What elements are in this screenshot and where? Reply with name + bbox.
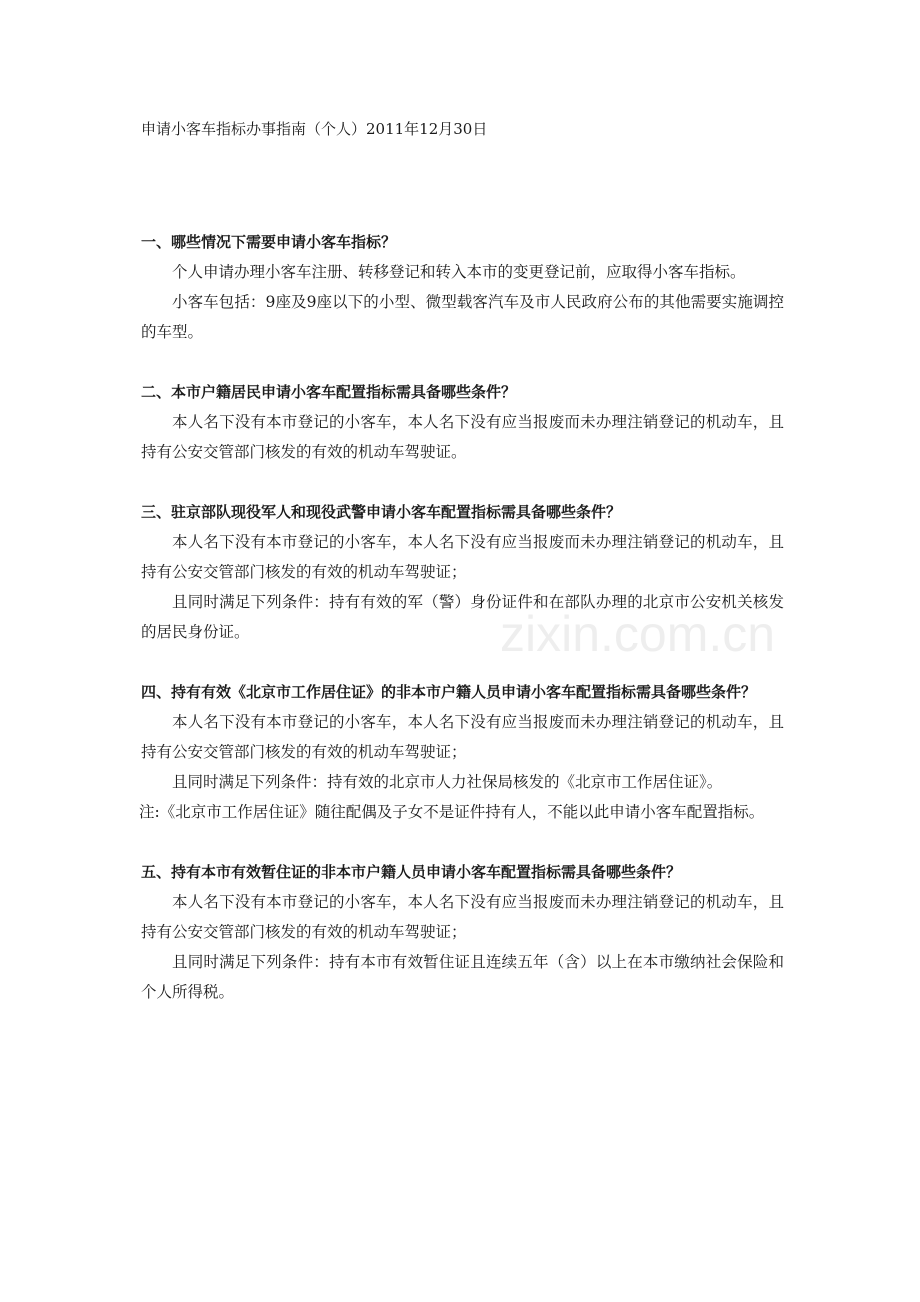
document-body bbox=[141, 227, 784, 1007]
section-heading: 三、驻京部队现役军人和现役武警申请小客车配置指标需具备哪些条件？ bbox=[141, 503, 622, 521]
body-paragraph: 本人名下没有本市登记的小客车，本人名下没有应当报废而未办理注销登记的机动车，且持有公安交管部门核发的有效的机动车驾驶证； bbox=[141, 713, 784, 761]
section-heading: 二、本市户籍居民申请小客车配置指标需具备哪些条件？ bbox=[141, 383, 517, 401]
body-paragraph: 且同时满足下列条件：持有效的北京市人力社保局核发的《北京市工作居住证》。 bbox=[172, 773, 723, 791]
section-heading: 一、哪些情况下需要申请小客车指标？ bbox=[141, 233, 397, 251]
section-5 bbox=[141, 857, 784, 1007]
body-paragraph: 本人名下没有本市登记的小客车，本人名下没有应当报废而未办理注销登记的机动车，且持有公安交管部门核发的有效的机动车驾驶证。 bbox=[141, 413, 784, 461]
section-heading: 五、持有本市有效暂住证的非本市户籍人员申请小客车配置指标需具备哪些条件？ bbox=[141, 863, 682, 881]
body-paragraph: 且同时满足下列条件：持有本市有效暂住证且连续五年（含）以上在本市缴纳社会保险和个人所得税。 bbox=[141, 953, 784, 1001]
body-paragraph: 且同时满足下列条件：持有有效的军（警）身份证件和在部队办理的北京市公安机关核发的居民身份证。 bbox=[141, 593, 784, 641]
body-paragraph: 个人申请办理小客车注册、转移登记和转入本市的变更登记前，应取得小客车指标。 bbox=[172, 263, 746, 281]
note-paragraph: 注:《北京市工作居住证》随往配偶及子女不是证件持有人，不能以此申请小客车配置指标。 bbox=[139, 803, 765, 821]
section-2 bbox=[141, 377, 784, 467]
body-paragraph: 小客车包括：9座及9座以下的小型、微型载客汽车及市人民政府公布的其他需要实施调控的车型。 bbox=[141, 293, 784, 341]
section-heading: 四、持有有效《北京市工作居住证》的非本市户籍人员申请小客车配置指标需具备哪些条件？ bbox=[141, 683, 757, 701]
section-3 bbox=[141, 497, 784, 647]
document-title: 申请小客车指标办事指南（个人）2011年12月30日 bbox=[141, 120, 488, 138]
watermark: zixin.com.cn bbox=[500, 606, 776, 662]
section-1 bbox=[141, 227, 784, 347]
body-paragraph: 本人名下没有本市登记的小客车，本人名下没有应当报废而未办理注销登记的机动车，且持有公安交管部门核发的有效的机动车驾驶证； bbox=[141, 533, 784, 581]
section-4 bbox=[141, 677, 784, 827]
body-paragraph: 本人名下没有本市登记的小客车，本人名下没有应当报废而未办理注销登记的机动车，且持有公安交管部门核发的有效的机动车驾驶证； bbox=[141, 893, 784, 941]
